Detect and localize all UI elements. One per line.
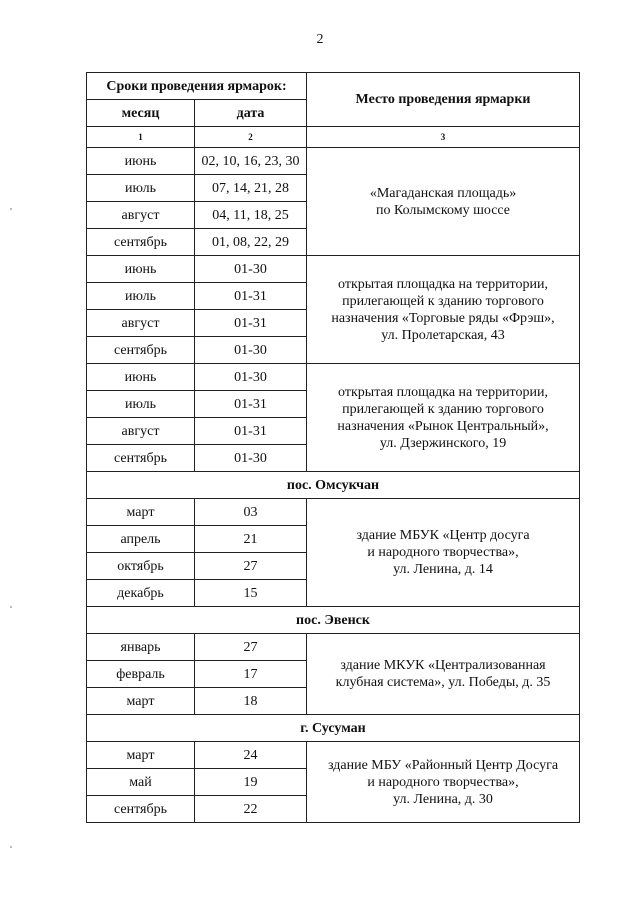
place-line: прилегающей к зданию торгового: [342, 401, 544, 417]
date-cell: 01-30: [195, 256, 307, 283]
section-title: пос. Эвенск: [87, 607, 580, 634]
place-line: и народного творчества»,: [367, 545, 519, 560]
section-title: г. Сусуман: [87, 715, 580, 742]
place-line: здание МБУ «Районный Центр Досуга: [327, 757, 559, 773]
section-title-row: [87, 607, 580, 634]
place-line: ул. Пролетарская, 43: [381, 327, 505, 343]
margin-speck: [10, 846, 12, 848]
column-number-2: 2: [195, 127, 307, 148]
date-cell: 01-30: [195, 337, 307, 364]
month-cell: март: [87, 742, 195, 769]
date-cell: 17: [195, 661, 307, 688]
date-cell: 01-31: [195, 283, 307, 310]
month-cell: апрель: [87, 526, 195, 553]
month-cell: август: [87, 310, 195, 337]
fairs-table-body: [87, 73, 580, 823]
column-number-1: 1: [87, 127, 195, 148]
month-cell: август: [87, 418, 195, 445]
page-number: 2: [316, 32, 324, 47]
date-cell: 22: [195, 796, 307, 823]
date-cell: 01-31: [195, 418, 307, 445]
month-cell: июль: [87, 175, 195, 202]
place-line: назначения «Рынок Центральный»,: [337, 418, 549, 434]
date-cell: 15: [195, 580, 307, 607]
table-row: [87, 499, 580, 526]
column-number-row: [87, 127, 580, 148]
table-row: [87, 742, 580, 769]
date-cell: 27: [195, 553, 307, 580]
month-cell: январь: [87, 634, 195, 661]
month-cell: март: [87, 688, 195, 715]
month-cell: июнь: [87, 256, 195, 283]
section-title: пос. Омсукчан: [87, 472, 580, 499]
place-line: здание МБУК «Центр досуга: [356, 528, 530, 543]
month-cell: сентябрь: [87, 796, 195, 823]
section-title-row: [87, 472, 580, 499]
place-line: открытая площадка на территории,: [338, 276, 548, 292]
date-cell: 01-30: [195, 364, 307, 391]
date-cell: 01, 08, 22, 29: [195, 229, 307, 256]
month-cell: июль: [87, 391, 195, 418]
month-cell: сентябрь: [87, 445, 195, 472]
month-cell: сентябрь: [87, 337, 195, 364]
month-cell: июль: [87, 283, 195, 310]
fairs-table: [86, 72, 580, 823]
date-cell: 18: [195, 688, 307, 715]
place-cell: [307, 256, 580, 364]
place-line: «Магаданская площадь»: [369, 185, 517, 201]
table-row: [87, 148, 580, 175]
date-cell: 19: [195, 769, 307, 796]
section-title-row: [87, 715, 580, 742]
header-month: месяц: [87, 100, 195, 127]
place-line: и народного творчества»,: [367, 774, 519, 790]
month-cell: июнь: [87, 364, 195, 391]
date-cell: 07, 14, 21, 28: [195, 175, 307, 202]
place-line: назначения «Торговые ряды «Фрэш»,: [331, 310, 555, 326]
place-line: открытая площадка на территории,: [338, 384, 548, 400]
month-cell: февраль: [87, 661, 195, 688]
place-cell: [307, 742, 580, 823]
place-cell: [307, 634, 580, 715]
column-number-3: 3: [307, 127, 580, 148]
date-cell: 03: [195, 499, 307, 526]
place-line: прилегающей к зданию торгового: [342, 293, 544, 309]
date-cell: 04, 11, 18, 25: [195, 202, 307, 229]
place-cell: [307, 148, 580, 256]
month-cell: июнь: [87, 148, 195, 175]
date-cell: 24: [195, 742, 307, 769]
month-cell: декабрь: [87, 580, 195, 607]
header-terms: Сроки проведения ярмарок:: [87, 73, 307, 100]
month-cell: октябрь: [87, 553, 195, 580]
month-cell: сентябрь: [87, 229, 195, 256]
month-cell: август: [87, 202, 195, 229]
date-cell: 01-30: [195, 445, 307, 472]
date-cell: 21: [195, 526, 307, 553]
date-cell: 02, 10, 16, 23, 30: [195, 148, 307, 175]
margin-speck: [10, 606, 12, 608]
margin-speck: [10, 208, 12, 210]
table-row: [87, 256, 580, 283]
header-row: [87, 73, 580, 100]
date-cell: 01-31: [195, 391, 307, 418]
place-cell: [307, 499, 580, 607]
table-row: [87, 634, 580, 661]
month-cell: май: [87, 769, 195, 796]
date-cell: 01-31: [195, 310, 307, 337]
place-line: здание МКУК «Централизованная: [340, 658, 546, 673]
header-date: дата: [195, 100, 307, 127]
place-line: ул. Ленина, д. 14: [393, 562, 493, 577]
place-line: по Колымскому шоссе: [375, 202, 511, 218]
header-place: Место проведения ярмарки: [307, 73, 580, 127]
month-cell: март: [87, 499, 195, 526]
place-line: ул. Ленина, д. 30: [393, 791, 493, 807]
place-cell: [307, 364, 580, 472]
place-line: ул. Дзержинского, 19: [379, 435, 507, 451]
date-cell: 27: [195, 634, 307, 661]
table-row: [87, 364, 580, 391]
place-line: клубная система», ул. Победы, д. 35: [335, 675, 551, 690]
